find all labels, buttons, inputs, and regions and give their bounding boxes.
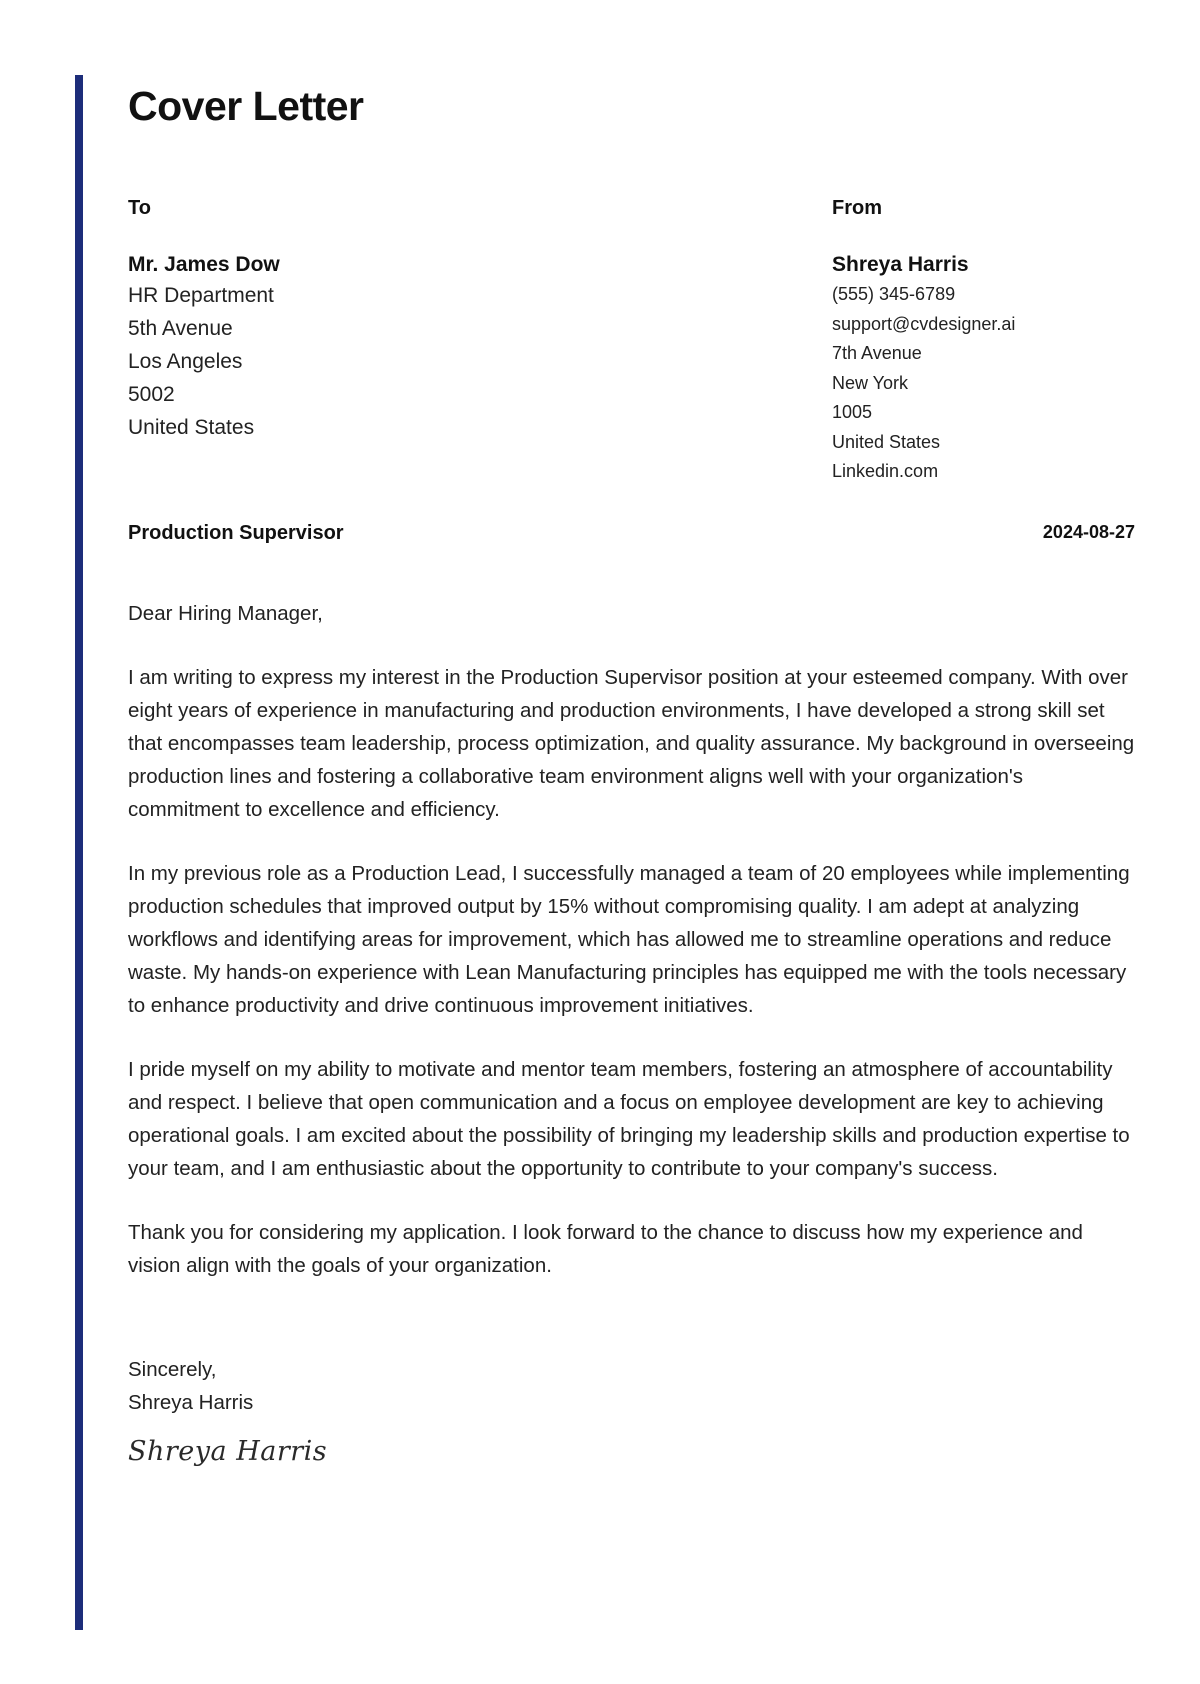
job-title: Production Supervisor xyxy=(128,522,344,544)
paragraph-2: In my previous role as a Production Lead, I successfully managed a team of 20 employees while implementing production schedules that improved output by 15% without compromising quality. I am adept at analyzing workflows and identifying areas for improvement, which has allowed me to streamline operations and reduce waste. My hands-on experience with Lean Manufacturing principles has equipped me with the tools necessary to enhance productivity and drive continuous improvement initiatives. xyxy=(128,862,1130,1017)
recipient-department: HR Department xyxy=(128,284,274,307)
page-title: Cover Letter xyxy=(128,83,364,129)
recipient-country: United States xyxy=(128,416,255,439)
sender-city: New York xyxy=(832,372,909,393)
sender-email: support@cvdesigner.ai xyxy=(832,313,1016,334)
recipient-postal-code: 5002 xyxy=(128,383,175,406)
closing-block xyxy=(128,1353,253,1419)
paragraph-4: Thank you for considering my application. I look forward to the chance to discuss how my experience and vision align with the goals of your organization. xyxy=(128,1221,1083,1277)
signature: Shreya Harris xyxy=(128,1436,328,1467)
sender-postal-code: 1005 xyxy=(832,402,873,422)
recipient-street: 5th Avenue xyxy=(128,317,233,340)
recipient-label: To xyxy=(128,197,151,219)
sender-country: United States xyxy=(832,431,941,452)
sender-block xyxy=(832,196,1132,487)
accent-bar xyxy=(75,75,83,1630)
sender-label: From xyxy=(832,197,882,219)
letter-body xyxy=(128,597,1138,1313)
paragraph-3: I pride myself on my ability to motivate and mentor team members, fostering an atmosphere of accountability and respect. I believe that open communication and a focus on employee development are key to achieving operational goals. I am excited about the possibility of bringing my leadership skills and production expertise to your team, and I am enthusiastic about the opportunity to contribute to your company's success. xyxy=(128,1058,1130,1180)
recipient-name: Mr. James Dow xyxy=(128,253,280,276)
recipient-address xyxy=(128,279,728,444)
sender-phone: (555) 345-6789 xyxy=(832,284,956,304)
sender-name: Shreya Harris xyxy=(832,253,969,276)
sender-street: 7th Avenue xyxy=(832,343,922,363)
closing-name: Shreya Harris xyxy=(128,1391,254,1414)
letter-date: 2024-08-27 xyxy=(1042,522,1135,542)
recipient-block xyxy=(128,196,728,444)
closing-text: Sincerely, xyxy=(128,1358,217,1381)
sender-contact xyxy=(832,280,1132,487)
salutation: Dear Hiring Manager, xyxy=(128,602,323,625)
recipient-city: Los Angeles xyxy=(128,350,243,373)
paragraph-1: I am writing to express my interest in the Production Supervisor position at your esteemed company. With over eight years of experience in manufacturing and production environments, I have developed a strong skill set that encompasses team leadership, process optimization, and quality assurance. My background in overseeing production lines and fostering a collaborative team environment aligns well with your organization's commitment to excellence and efficiency. xyxy=(128,666,1135,821)
sender-linkedin: Linkedin.com xyxy=(832,461,939,481)
